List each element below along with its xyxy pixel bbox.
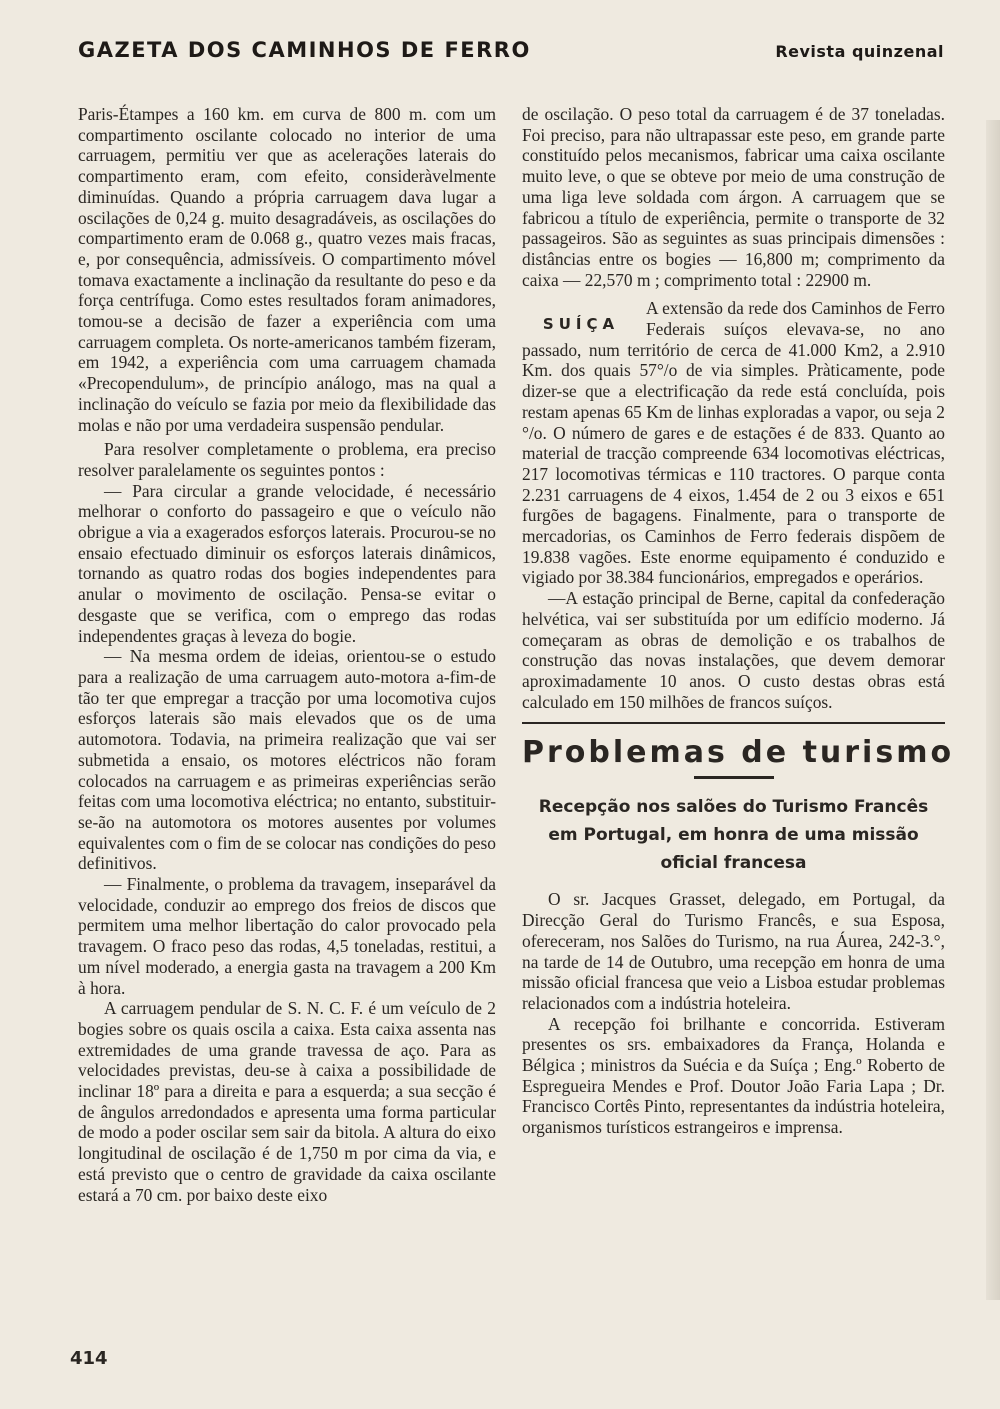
right-column <box>522 104 955 1138</box>
publication-subtitle: Revista quinzenal <box>775 42 944 61</box>
paragraph: — Na mesma ordem de ideias, orientou-se o estudo para a realização de uma carruagem auto-motora a-fim-de tão ter que empregar a tracção por uma locomotiva cujos esforços laterais são mais elevados que os de uma automotora. Todavia, na primeira realização que vai ser submetida a ensaio, os motores eléctricos não foram colocados na carruagem e as primeiras experiências serão feitas com uma locomotiva eléctrica; no entanto, substituir-se-ão na automotora os motores ausentes por volumes equivalentes com o fim de se colocar nas condições do peso definitivos. <box>78 646 496 874</box>
left-column <box>78 104 496 1205</box>
paragraph: A recepção foi brilhante e concorrida. Estiveram presentes os srs. embaixadores da França, Holanda e Bélgica ; ministros da Suécia e da Suíça ; Eng.º Roberto de Espregueira Mendes e Prof. Doutor João Faria Lapa ; Dr. Francisco Cortês Pinto, representantes da indústria hoteleira, organismos turísticos estrangeiros e imprensa. <box>522 1013 945 1138</box>
paragraph: A carruagem pendular de S. N. C. F. é um veículo de 2 bogies sobre os quais oscila a caixa. Esta caixa assenta nas extremidades de uma grande travessa de aço. Para as velocidades previstas, deu-se à caixa a possibilidade de inclinar 18º para a direita e para a esquerda; a sua secção é de ângulos arredondados e apresenta uma forma particular de modo a poder oscilar sem sair da bitola. A altura do eixo longitudinal de oscilação é de 1,750 m por cima da via, e está previsto que o centro de gravidade da caixa oscilante estará a 70 cm. por baixo deste eixo <box>78 998 496 1205</box>
paragraph: O sr. Jacques Grasset, delegado, em Portugal, da Direcção Geral do Turismo Francês, e sua Esposa, ofereceram, nos Salões do Turismo, na rua Áurea, 242-3.°, na tarde de 14 de Outubro, uma recepção em honra de uma missão oficial francesa que veio a Lisboa estudar problemas relacionados com a indústria hoteleira. <box>522 889 945 1013</box>
publication-title: GAZETA DOS CAMINHOS DE FERRO <box>78 38 531 62</box>
paragraph: A extensão da rede dos Caminhos de Ferro Federais suíços elevava-se, no ano passado, num território de cerca de 41.000 Km2, a 2.910 Km. dos quais 57°/o de via simples. Pràticamente, pode dizer-se que a electrificação da rede está concluída, pois restam apenas 65 Km de linhas exploradas a vapor, ou seja 2 °/o. O número de gares e de estações é de 833. Quanto ao material de tracção compreende 634 locomotivas eléctricas, 217 locomotivas térmicas e 110 tractores. O parque conta 2.231 carruagens de 4 eixos, 1.454 de 2 ou 3 eixos e 651 furgões de bagagens. Finalmente, para o transporte de mercadorias, os Caminhos de Ferro federais dispõem de 19.838 vagões. Este enorme equipamento é conduzido e vigiado por 38.384 funcionários, empregados e operários. <box>522 298 945 588</box>
title-underline <box>694 776 774 779</box>
section-divider <box>522 722 945 724</box>
paragraph: —A estação principal de Berne, capital da confederação helvética, vai ser substituída por um edifício moderno. Já começaram as obras de demolição e os trabalhos de construção das novas instalações, que devem demorar aproximadamente 10 anos. O custo destas obras está calculado em 150 milhões de francos suíços. <box>522 588 945 712</box>
paragraph: Paris-Étampes a 160 km. em curva de 800 m. com um compartimento oscilante colocado no interior de uma carruagem, permitiu ver que as acelerações laterais do compartimento eram, com efeito, consideràvelmente diminuídas. Quando a própria carruagem dava lugar a oscilações de 0,24 g. muito desagradáveis, as oscilações do compartimento eram de 0.068 g., quatro vezes mais fracas, e, por consequência, admissíveis. O compartimento móvel tomava exactamente a inclinação da resultante do peso e da força centrífuga. Como estes resultados foram animadores, tomou-se a decisão de fazer a experiência com uma carruagem completa. Os norte-americanos também fizeram, em 1942, a experiência com uma carruagem chamada «Precopendulum», de princípio análogo, mas na qual a inclinação do veículo se fazia por meio da flexibilidade das molas e não por uma verdadeira suspensão pendular. <box>78 104 496 435</box>
suica-section <box>522 298 945 588</box>
paragraph: — Finalmente, o problema da travagem, inseparável da velocidade, conduzir ao emprego dos freios de discos que permitem uma melhor libertação do calor provocado pela travagem. O fraco peso das rodas, 4,5 toneladas, restitui, a um nível moderado, a energia gasta na travagem a 200 Km à hora. <box>78 874 496 998</box>
paragraph: de oscilação. O peso total da carruagem é de 37 toneladas. Foi preciso, para não ultrapassar este peso, em grande parte constituído pelos mecanismos, fabricar uma caixa oscilante muito leve, o que se obteve por meio de uma construção de uma liga leve soldada com árgon. A carruagem que se fabricou a título de experiência, permite o transporte de 32 passageiros. São as seguintes as suas principais dimensões : distâncias entre os bogies — 16,800 m; comprimento da caixa — 22,570 m ; comprimento total : 22900 m. <box>522 104 945 290</box>
page-number: 414 <box>70 1348 108 1369</box>
section-heading-suica: SUÍÇA <box>542 315 620 334</box>
page-edge <box>986 120 1000 1300</box>
section-title: Problemas de turismo <box>522 735 955 771</box>
paragraph: Para resolver completamente o problema, era preciso resolver paralelamente os seguintes pontos : <box>78 439 496 480</box>
article-subheading: Recepção nos salões do Turismo Francês em Portugal, em honra de uma missão oficial francesa <box>538 797 929 874</box>
paragraph: — Para circular a grande velocidade, é necessário melhorar o conforto do passageiro e que o veículo não obrigue a via a exagerados esforços laterais. Procurou-se no ensaio efectuado diminuir os esforços laterais dinâmicos, tornando as quatro rodas dos bogies independentes para anular o movimento de oscilação. Pensa-se evitar o desgaste que se verifica, com o emprego das rodas independentes graças à leveza do bogie. <box>78 480 496 646</box>
